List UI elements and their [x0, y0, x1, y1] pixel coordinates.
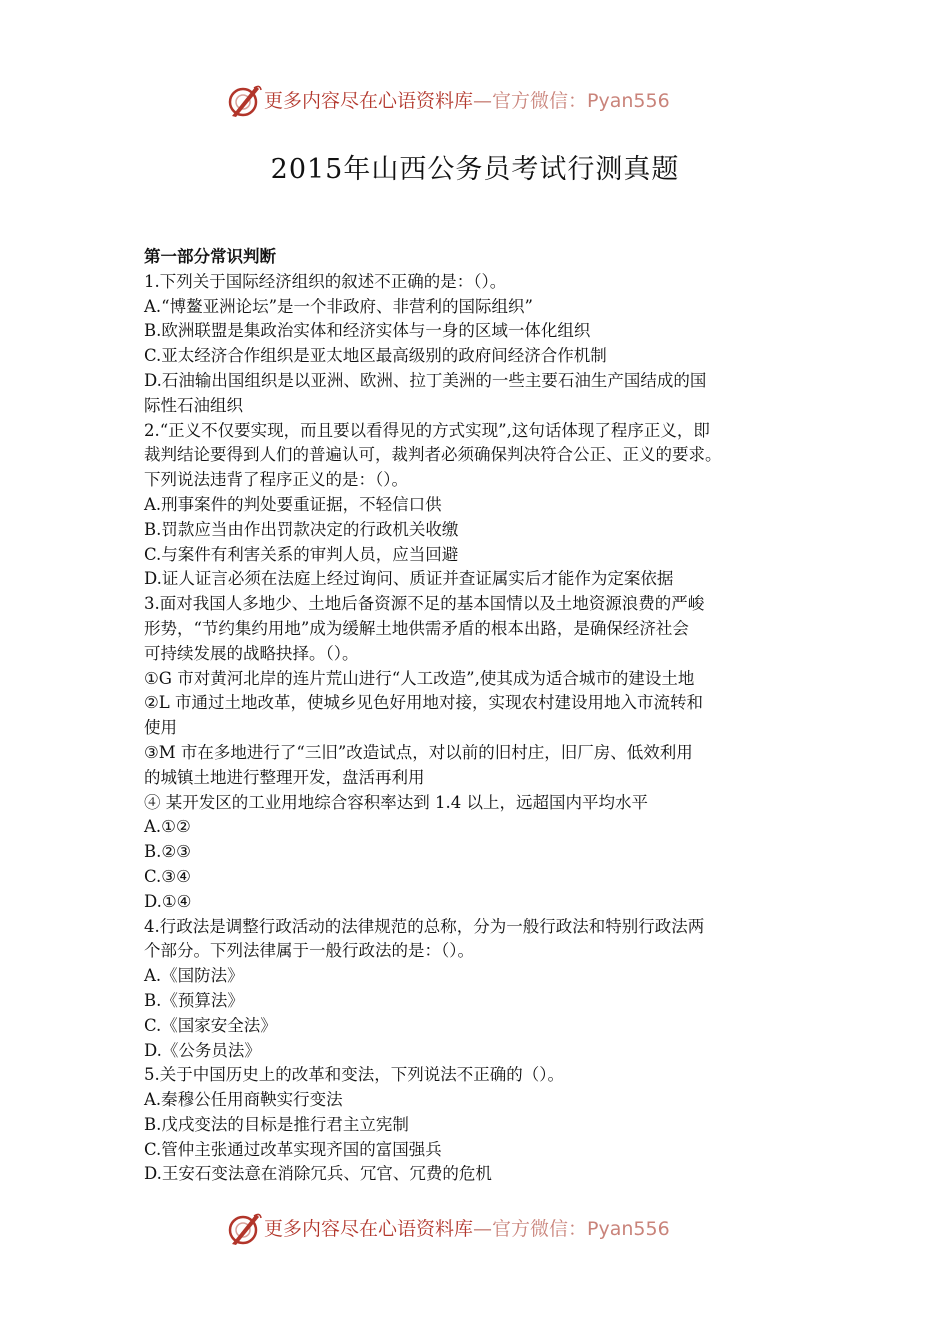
question-3-option-a: A.①②: [144, 817, 191, 837]
watermark-id: Pyan556: [587, 90, 670, 112]
question-3-item-2-cont: 使用: [144, 718, 177, 738]
question-2-stem-cont: 裁判结论要得到人们的普遍认可，裁判者必须确保判决符合公正、正义的要求。: [144, 445, 722, 465]
footer-watermark: [0, 1208, 950, 1252]
document-body: [144, 245, 824, 1187]
question-5-option-c: C.管仲主张通过改革实现齐国的富国强兵: [144, 1139, 442, 1159]
watermark-text: [264, 1216, 670, 1242]
question-3-stem: 3.面对我国人多地少、土地后备资源不足的基本国情以及土地资源浪费的严峻: [144, 594, 705, 614]
question-3-item-4: ④ 某开发区的工业用地综合容积率达到 1.4 以上，远超国内平均水平: [144, 792, 648, 812]
question-4-option-a: A.《国防法》: [144, 966, 244, 986]
header-watermark: [0, 80, 950, 124]
question-2-stem: 2.“正义不仅要实现，而且要以看得见的方式实现”,这句话体现了程序正义，即: [144, 420, 710, 440]
question-3-item-2: ②L 市通过土地改革，使城乡见色好用地对接，实现农村建设用地入市流转和: [144, 693, 703, 713]
question-1-option-b: B.欧洲联盟是集政治实体和经济实体与一身的区域一体化组织: [144, 321, 591, 341]
question-2-stem-cont: 下列说法违背了程序正义的是：（）。: [144, 470, 408, 490]
question-3-item-1: ①G 市对黄河北岸的连片荒山进行“人工改造”,使其成为适合城市的建设土地: [144, 668, 695, 688]
question-2-option-c: C.与案件有利害关系的审判人员，应当回避: [144, 544, 459, 564]
watermark-label: 官方微信：: [492, 90, 588, 112]
document-title: 2015年山西公务员考试行测真题: [270, 154, 680, 185]
quill-logo-icon: [226, 1210, 262, 1248]
question-4-option-c: C.《国家安全法》: [144, 1015, 277, 1035]
question-3-stem-cont: 形势，“节约集约用地”成为缓解土地供需矛盾的根本出路，是确保经济社会: [144, 618, 689, 638]
question-5-stem: 5.关于中国历史上的改革和变法，下列说法不正确的（）。: [144, 1065, 564, 1085]
watermark-dash: —: [473, 1218, 493, 1240]
question-2-option-b: B.罚款应当由作出罚款决定的行政机关收缴: [144, 519, 459, 539]
question-1-option-d: D.石油输出国组织是以亚洲、欧洲、拉丁美洲的一些主要石油生产国结成的国: [144, 370, 707, 390]
question-3-stem-cont: 可持续发展的战略抉择。（）。: [144, 643, 359, 663]
question-3-item-3-cont: 的城镇土地进行整理开发，盘活再利用: [144, 767, 425, 787]
watermark-main: 更多内容尽在心语资料库: [264, 1218, 474, 1240]
question-1-option-d-cont: 际性石油组织: [144, 395, 243, 415]
watermark-text: [264, 88, 670, 114]
question-5-option-b: B.戊戌变法的目标是推行君主立宪制: [144, 1114, 409, 1134]
question-4-stem: 4.行政法是调整行政活动的法律规范的总称，分为一般行政法和特别行政法两: [144, 916, 705, 936]
question-5-option-a: A.秦穆公任用商鞅实行变法: [144, 1090, 343, 1110]
question-1-option-c: C.亚太经济合作组织是亚太地区最高级别的政府间经济合作机制: [144, 346, 607, 366]
question-4-option-b: B.《预算法》: [144, 990, 244, 1010]
question-4-option-d: D.《公务员法》: [144, 1040, 261, 1060]
question-5-option-d: D.王安石变法意在消除冗兵、冗官、冗费的危机: [144, 1164, 492, 1184]
question-3-option-b: B.②③: [144, 842, 191, 862]
section-heading: 第一部分常识判断: [144, 247, 276, 266]
watermark-main: 更多内容尽在心语资料库: [264, 90, 474, 112]
question-3-option-d: D.①④: [144, 891, 192, 911]
question-1-stem: 1.下列关于国际经济组织的叙述不正确的是：（）。: [144, 271, 507, 291]
question-3-option-c: C.③④: [144, 866, 191, 886]
quill-logo-icon: [226, 82, 262, 120]
question-2-option-a: A.刑事案件的判处要重证据，不轻信口供: [144, 494, 442, 514]
question-4-stem-cont: 个部分。下列法律属于一般行政法的是：（）。: [144, 941, 474, 961]
watermark-dash: —: [473, 90, 493, 112]
question-2-option-d: D.证人证言必须在法庭上经过询问、质证并查证属实后才能作为定案依据: [144, 569, 674, 589]
watermark-id: Pyan556: [587, 1218, 670, 1240]
question-3-item-3: ③M 市在多地进行了“三旧”改造试点，对以前的旧村庄，旧厂房、低效利用: [144, 742, 693, 762]
question-1-option-a: A.“博鳌亚洲论坛”是一个非政府、非营利的国际组织”: [144, 296, 533, 316]
watermark-label: 官方微信：: [492, 1218, 588, 1240]
